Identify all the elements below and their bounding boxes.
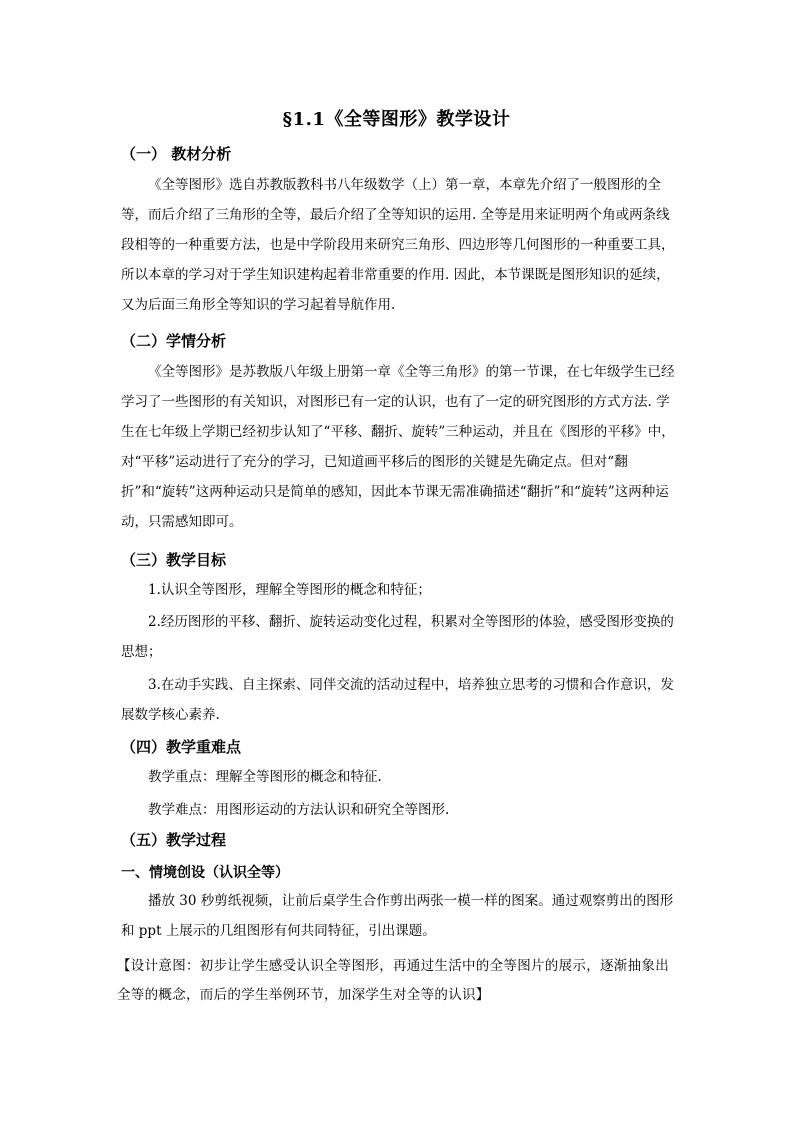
- goal-item-2: 2.经历图形的平移、翻折、旋转运动变化过程，积累对全等图形的体验，感受图形变换的思想；: [121, 614, 674, 660]
- document-title: §1.1《全等图形》教学设计: [282, 109, 511, 130]
- section-heading-textbook-analysis: （一） 教材分析: [121, 145, 232, 163]
- paragraph-textbook-analysis: 《全等图形》选自苏教版教科书八年级数学（上）第一章，本章先介绍了一般图形的全等，而后介绍了三角形的全等，最后介绍了全等知识的运用. 全等是用来证明两个角或两条线段相等的一种重要方法，也是中学阶段用来研究三角形、四边形等几何图形的一种重要工具，所以本章的学习对于学生知识建构起着非常重要的作用. 因此，本节课既是图形知识的延续，又为后面三角形全等知识的学习起着导航作用.: [121, 177, 675, 313]
- design-intent-note: 【设计意图：初步让学生感受认识全等图形，再通过生活中的全等图片的展示，逐渐抽象出全等的概念，而后的学生举例环节，加深学生对全等的认识】: [117, 958, 669, 1003]
- key-point-text: 教学重点：理解全等图形的概念和特征.: [148, 769, 382, 785]
- section-heading-student-analysis: （二）学情分析: [121, 332, 227, 350]
- difficult-point-text: 教学难点：用图形运动的方法认识和研究全等图形.: [148, 802, 450, 818]
- subheading-situation-creation: 一、情境创设（认识全等）: [121, 865, 289, 881]
- section-heading-key-difficult-points: （四）教学重难点: [121, 738, 242, 756]
- paragraph-situation-creation: 播放 30 秒剪纸视频，让前后桌学生合作剪出两张一模一样的图案。通过观察剪出的图形和 ppt 上展示的几组图形有何共同特征，引出课题。: [121, 893, 674, 939]
- section-heading-teaching-process: （五）教学过程: [121, 831, 227, 849]
- section-heading-teaching-goals: （三）教学目标: [121, 551, 227, 569]
- paragraph-student-analysis: 《全等图形》是苏教版八年级上册第一章《全等三角形》的第一节课，在七年级学生已经学习了一些图形的有关知识，对图形已有一定的认识，也有了一定的研究图形的方式方法. 学生在七年级上学期已经初步认知了“平移、翻折、旋转”三种运动，并且在《图形的平移》中，对“平移”运动进行了充分的学习，已知道画平移后的图形的关键是先确定点。但对“翻折”和“旋转”这两种运动只是简单的感知，因此本节课无需准确描述“翻折”和“旋转”这两种运动，只需感知即可。: [121, 364, 675, 530]
- goal-item-3: 3.在动手实践、自主探索、同伴交流的活动过程中，培养独立思考的习惯和合作意识，发展数学核心素养.: [121, 677, 674, 723]
- goal-item-1: 1.认识全等图形，理解全等图形的概念和特征；: [148, 582, 431, 598]
